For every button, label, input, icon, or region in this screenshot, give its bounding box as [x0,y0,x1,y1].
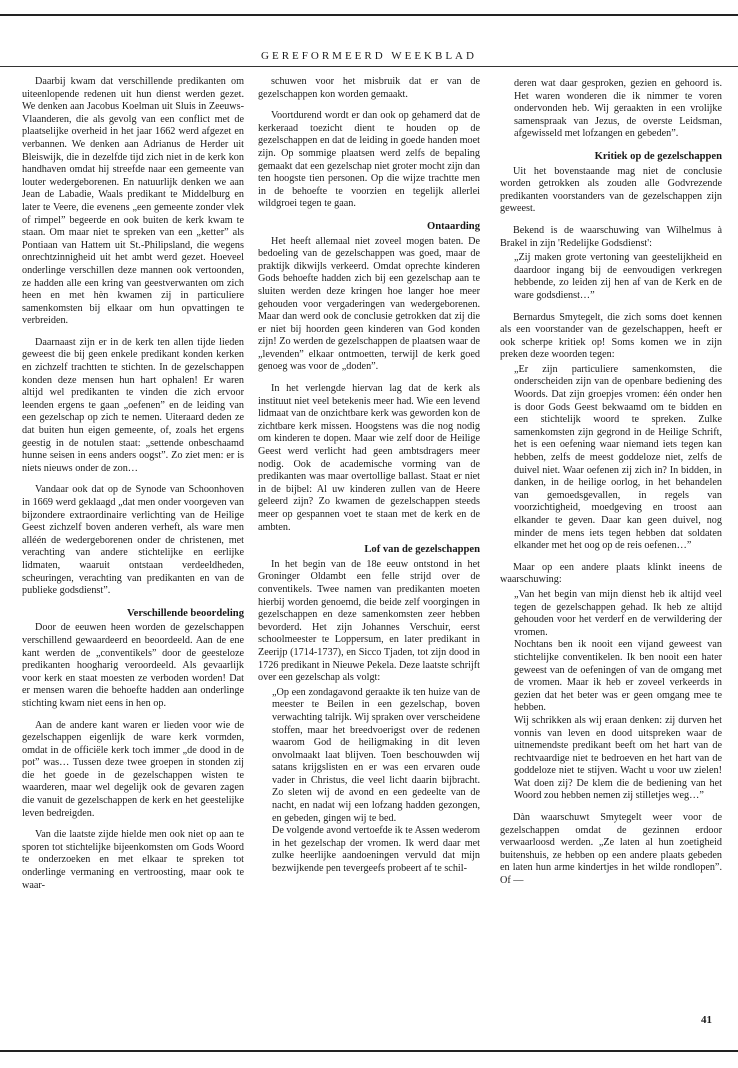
header-rule [0,66,738,67]
paragraph: Dàn waarschuwt Smytegelt weer voor de gezelschappen omdat de gezinnen erdoor verwaarloosd werden. „Ze laten al hun zoetigheid buitenshuis, ze hebben op een andere plaats gebeden en laten hun arme kindertjes in het wilde rondlopen”. Of — [500,812,722,887]
paragraph: Daarbij kwam dat verschillende predikanten om uiteenlopende redenen uit hun dienst werden gezet. We denken aan Jacobus Koelman uit Sluis in Zeeuws-Vlaanderen, die als gevolg van een conflict met de plaatselijke overheid in het jaar 1662 werd afgezet en verbannen. We denken aan Adrianus de Herder uit Bleiswijk, die in dezelfde tijd zich niet in de kerk kon handhaven omdat hij streefde naar een gemeente van louter wedergeborenen. En natuurlijk denken we aan Jean de Labadie, Waals predikant te Middelburg en later te Veere, die evenens „een gemeente zonder vlek of rimpel” begeerde en ook buiten de kerk kwam te staan. Om maar niet te spreken van een „ketter” als Pontiaan van Hattem uit St.-Philipsland, die wegens onrechtzinnigheid uit het ambt werd gezet. Hoeveel onderlinge verschillen deze mannen ook vertoonden, ze hadden alle een kring van geestverwanten om zich heen en met hèn kwamen zij in particuliere samenkomsten bij elkaar om hun opvattingen te verbreiden. [22,76,244,327]
quote-paragraph: deren wat daar gesproken, gezien en gehoord is. Het waren wonderen die ik nimmer te voren ondervonden heb. Wij geraakten in een vrolijke samenspraak van Jezus, de overste Leidsman, afgewisseld met lofzangen en gebeden”. [514,78,722,140]
paragraph: Bernardus Smytegelt, die zich soms doet kennen als een voorstander van de gezelschappen, heeft er ook scherpe kritiek op! Soms komen we in zijn preken deze woorden tegen: [500,311,722,361]
quote-paragraph: „Zij maken grote vertoning van geestelijkheid en daardoor ingang bij de eenvoudigen verkregen hebbende, zo leiden zij hen af van de Kerk en de ware godsdienst…” [514,252,722,301]
paragraph: schuwen voor het misbruik dat er van de gezelschappen kon worden gemaakt. [258,76,480,100]
column-2 [258,76,480,876]
bottom-rule [0,1050,738,1052]
section-heading: Verschillende beoordeling [126,607,244,619]
quote-paragraph: „Op een zondagavond geraakte ik ten huize van de meester te Beilen in een gezelschap, boven verwachting talrijk. Wij spraken over verscheidene stoffen, maar het breedvoerigst over de redenen waarom God de heiligmaking in dit leven onvolmaakt laat blijven. Toen beschouwden wij satans krijgslisten en er was een ervaren oude vader in Christus, die veel licht daarin bijbracht. Zo sleten wij de avond en een gedeelte van de nacht, en nadat wij een lofzang hadden gezongen, en gebeden, gingen wij te bed. [272,686,480,824]
column-3 [500,76,722,888]
top-rule [0,14,738,16]
section-heading: Kritiek op de gezelschappen [594,150,722,162]
paragraph: Van die laatste zijde hielde men ook niet op aan te sporen tot stichtelijke bijeenkomsten om Gods Woord te onderzoeken en met elkaar te spreken tot onderlinge vermaning en vertroosting, maar ook te waar- [22,829,244,891]
quote-paragraph: De volgende avond vertoefde ik te Assen wederom in het gezelschap der vromen. Ik werd daar met zulke heerlijke aandoeningen vervuld dat mijn bezwijkende pen tevergeefs probeert af te schil- [272,825,480,875]
running-header: GEREFORMEERD WEEKBLAD [261,50,477,62]
paragraph: Aan de andere kant waren er lieden voor wie de gezelschappen eigenlijk de ware kerk vormden, omdat in de officiële kerk toch immer „de dood in de pot” was… Tussen deze twee groepen in stonden zij die het goede in de gezelschappen wisten te waarderen, maar wel degelijk ook de gevaren zagen die vanuit de gezelschappen de kerk en het geestelijke leven bedreigden. [22,719,244,819]
paragraph: Bekend is de waarschuwing van Wilhelmus à Brakel in zijn 'Redelijke Godsdienst': [500,224,722,249]
paragraph: Uit het bovenstaande mag niet de conclusie worden getrokken als zouden alle Godvrezende predikanten voorstanders van de gezelschappen zijn geweest. [500,165,722,215]
quote-paragraph: Nochtans ben ik nooit een vijand geweest van stichtelijke conventikelen. Ik ben nooit een hater geweest van de oefeningen of van de omgang met de vromen. Maar ik heb er zoveel verkeerds in gezien dat het beter was er geen omgang mee te hebben. [514,639,722,714]
paragraph: In het verlengde hiervan lag dat de kerk als instituut niet veel betekenis meer had. Wie een levend lidmaat van de onzichtbare kerk was geworden kon de zichtbare kerk missen. Hoogstens was die nog nodig om kinderen te dopen. Maar wie zelf door de Heilige Geest werd verlicht had geen ambtsdragers meer nodig. Ook de academische vorming van de predikanten was maar overtollige ballast. Staat er niet in de bijbel: Al uw kinderen zullen van de Heere geleerd zijn? Zo kwamen de gezelschappen steeds meer op gespannen voet te staan met de kerk en de ambten. [258,383,480,533]
paragraph: Voortdurend wordt er dan ook op gehamerd dat de kerkeraad toezicht dient te houden op de gezelschappen en dat de leiding in goede handen moet zijn. Op sommige plaatsen werd zelfs de bepaling gemaakt dat een gezelschap niet groter mocht zijn dan ten hoogste tien personen. Op die wijze trachtte men in de behoefte te voorzien en tegelijk allerlei wildgroei tegen te gaan. [258,110,480,210]
section-heading: Ontaarding [427,220,480,232]
paragraph: Maar op een andere plaats klinkt ineens de waarschuwing: [500,561,722,586]
quote-paragraph: „Van het begin van mijn dienst heb ik altijd veel tegen de gezelschappen gehad. Ik heb ze altijd gehouden voor het verderf en de verwildering der vromen. [514,588,722,638]
paragraph: Het heeft allemaal niet zoveel mogen baten. De bedoeling van de gezelschappen was goed, maar de praktijk dikwijls verkeerd. Omdat oprechte kinderen Gods behoefte hadden zich bij een gezelschap aan te sluiten werden deze kringen hoe langer hoe meer gehouden voor vergaderingen van wedergeborenen. Maar dan werd ook de conclusie getrokken dat zij die er niet bij hoorden geen kinderen van God konden zijn! Zo werden de gezelschappen de plaatsen waar de „levenden” elkaar ontmoetten, terwijl de kerk goed genoeg was voor de „doden”. [258,235,480,373]
paragraph: Daarnaast zijn er in de kerk ten allen tijde lieden geweest die bij geen enkele predikant konden kerken en zichzelf trachtten te stichten. In de gezelschappen konden deze mensen hun hart ophalen! Er waren altijd wel predikanten te vinden die zich ervoor leenden ergens te gaan „oefenen” en de leiding van een gezelschap op zich te nemen. Uiteraard deden ze dat buiten hun eigen gemeente, of, zoals het ergens geestig in de notulen staat: „settende onbeschaamd hunne seisen in eens anders oogst”. Zo ziet men: er is niets nieuws onder de zon… [22,336,244,474]
quote-paragraph: „Er zijn particuliere samenkomsten, die onderscheiden zijn van de openbare bediening des Woords. Dat zijn groepjes vromen: één onder hen is door Gods Geest bekwaamd om te bidden en een stichtelijk woord te spreken. Zulke samenkomsten zijn gegrond in de Heilige Schrift, het is een oefening waar niemand iets tegen kan hebben, zelfs de meest goddeloze niet, zelfs de duivel niet. Waar oefenen zij zich in? In bidden, in danken, in de heilige oorlog, in het behandelen van gemoedsgevallen, in regels van voorzichtigheid, moedgeving en troost aan elkander te geven. Daar kan geen duivel, nog minder de mens iets tegen hebben dat soldaten elkander met het oog op de reis oefenen…” [514,363,722,552]
paragraph: Door de eeuwen heen worden de gezelschappen verschillend gewaardeerd en beoordeeld. Aan de ene kant werden de „conventikels” door de geesteloze predikanten hoogharig veroordeeld. Als gevaarlijk voor kerk en staat moesten ze verboden worden! Dat er mensen waren die behoefte hadden aan onderlinge stichting kwam niet eens in hen op. [22,622,244,709]
paragraph: Vandaar ook dat op de Synode van Schoonhoven in 1669 werd geklaagd „dat men onder voorgeven van bijzondere extraordinaire verlichting van de Heilige Geest zichzelf boven anderen verheft, als ware men alléén de wedergeborenen onder de christenen, met verachting van andere stichtelijke en eerlijke lidmaten, waaruit ontstaan verdeeldheden, scheuringen, verachting van predikanten en van de publieke godsdienst”. [22,484,244,597]
column-1 [22,76,244,892]
paragraph: In het begin van de 18e eeuw ontstond in het Groninger Oldambt een felle strijd over de conventikels. Twee namen van predikanten moeten hierbij worden genoemd, die beide zelf voorgingen in gezelschappen en deze samenkomsten zeer hebben bevorderd. Het zijn Johannes Verschuir, eerst schoolmeester te Loppersum, en later predikant in Zeerijp (1714-1737), en Sicco Tjaden, tot zijn dood in 1726 predikant in Nieuwe Pekela. Deze laatste schrijft over een gezelschap als volgt: [258,558,480,684]
quote-paragraph: Wij schrikken als wij eraan denken: zij durven het vonnis van leven en dood uitspreken waar de uitnemendste predikant beeft om het hart van de rechtvaardige niet te bedroeven en het hart van de goddeloze niet te stijven. Wacht u voor uw zielen! Wat doen zij? De klem die de bediening van het Woord zou hebben nemen zij stilletjes weg…” [514,714,722,802]
section-heading: Lof van de gezelschappen [364,544,480,556]
page-number: 41 [701,1014,712,1026]
